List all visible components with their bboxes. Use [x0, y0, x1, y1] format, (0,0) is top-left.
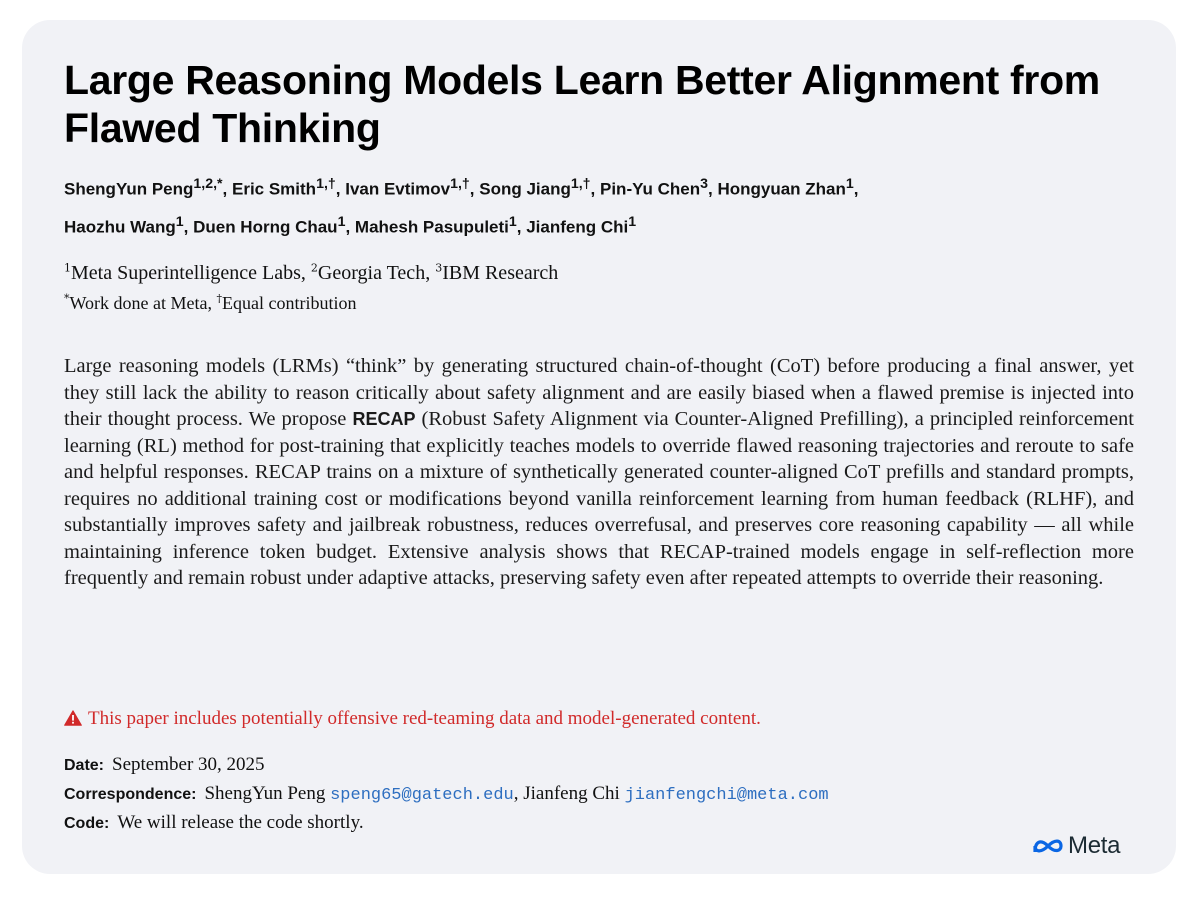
meta-logo [1032, 831, 1152, 861]
author-name: Ivan Evtimov [345, 179, 451, 199]
date-line [64, 753, 1064, 778]
author-name: Eric Smith [231, 179, 317, 199]
affiliation-separator: , [425, 262, 436, 284]
author-separator: , [183, 217, 194, 237]
affiliation-name: Meta Superintelligence Labs [71, 262, 301, 284]
date-value: September 30, 2025 [112, 754, 265, 775]
correspondence-label: Correspondence: [64, 786, 197, 803]
meta-logo-text: Meta [1068, 832, 1121, 859]
author-affiliation-mark: 1,2,* [193, 176, 223, 192]
note-text: Work done at Meta [69, 293, 208, 313]
author-name: Pin-Yu Chen [600, 179, 701, 199]
note-mark: * [64, 292, 70, 305]
author-name: Duen Horng Chau [193, 217, 338, 237]
affiliations [64, 260, 1064, 286]
author-notes [64, 291, 1064, 315]
author-name: Song Jiang [479, 179, 571, 199]
author-separator: , [708, 179, 718, 199]
author-name: Haozhu Wang [64, 217, 176, 237]
abstract-text-2: (Robust Safety Alignment via Counter-Aligned Prefilling), a principled reinforcement learning (RL) method for post-training that explicitly teaches models to override flawed reasoning trajectories and reroute to safe and helpful responses. RECAP trains on a mixture of synthetically generated counter-aligned CoT prefills and standard prompts, requires no additional training cost or modifications beyond vanilla reinforcement learning from human feedback (RLHF), and substantially improves safety and jailbreak robustness, reduces overrefusal, and preserves core reasoning capability — all while maintaining inference token budget. Extensive analysis shows that RECAP-trained models engage in self-reflection more frequently and remain robust under adaptive attacks, preserving safety even after repeated attempts to override their reasoning. [64, 408, 1134, 589]
affiliation-name: Georgia Tech [317, 262, 426, 284]
author-affiliation-mark: 3 [700, 176, 708, 192]
author-affiliation-mark: 1,† [450, 176, 470, 192]
paper-card [22, 20, 1176, 874]
correspondence-line [64, 782, 1064, 808]
warning-text: This paper includes potentially offensive red-teaming data and model-generated content. [88, 708, 761, 729]
author-affiliation-mark: 1,† [316, 176, 336, 192]
author-affiliation-mark: 1 [175, 213, 184, 230]
affiliation-mark: 1 [64, 261, 71, 275]
method-name: RECAP [352, 409, 416, 429]
paper-title: Large Reasoning Models Learn Better Alignment from Flawed Thinking [64, 57, 1100, 151]
date-label: Date: [64, 757, 105, 774]
note-separator: , [207, 293, 217, 313]
meta-infinity-icon [1032, 835, 1064, 857]
warning-triangle-icon [64, 710, 82, 726]
content-warning [64, 706, 1064, 732]
author-name: Hongyuan Zhan [717, 179, 846, 199]
author-separator: , [516, 217, 527, 237]
author-name: Jianfeng Chi [526, 217, 629, 237]
author-name: ShengYun Peng [64, 179, 194, 199]
code-value: We will release the code shortly. [117, 812, 364, 833]
code-line [64, 811, 1064, 836]
author-affiliation-mark: 1 [508, 213, 517, 230]
email-link-1[interactable]: speng65@gatech.edu [330, 786, 514, 805]
note-text: Equal contribution [222, 293, 357, 313]
author-separator: , [469, 179, 480, 199]
author-separator: , [853, 179, 859, 199]
abstract [64, 353, 1134, 592]
author-affiliation-mark: 1 [337, 213, 346, 230]
author-list [64, 168, 1154, 243]
correspondence-name-1: ShengYun Peng [204, 783, 326, 804]
affiliation-name: IBM Research [442, 262, 559, 284]
affiliation-mark: 2 [310, 261, 318, 275]
affiliation-mark: 3 [435, 261, 443, 275]
note-mark: † [216, 292, 223, 305]
author-name: Mahesh Pasupuleti [354, 217, 509, 237]
author-separator: , [345, 217, 355, 237]
author-separator: , [222, 179, 232, 199]
code-label: Code: [64, 815, 110, 832]
author-separator: , [590, 179, 600, 199]
correspondence-name-2: , Jianfeng Chi [513, 783, 620, 804]
email-link-2[interactable]: jianfengchi@meta.com [624, 786, 829, 805]
affiliation-separator: , [300, 262, 311, 284]
author-separator: , [335, 179, 346, 199]
author-affiliation-mark: 1 [628, 213, 637, 230]
author-affiliation-mark: 1,† [570, 176, 591, 192]
abstract-text-1: Large reasoning models (LRMs) “think” by generating structured chain-of-thought (CoT) before producing a final answer, yet they still lack the ability to reason critically about safety alignment and are easily biased when a flawed premise is injected into their thought process. We propose [64, 355, 1134, 430]
author-affiliation-mark: 1 [845, 176, 854, 192]
